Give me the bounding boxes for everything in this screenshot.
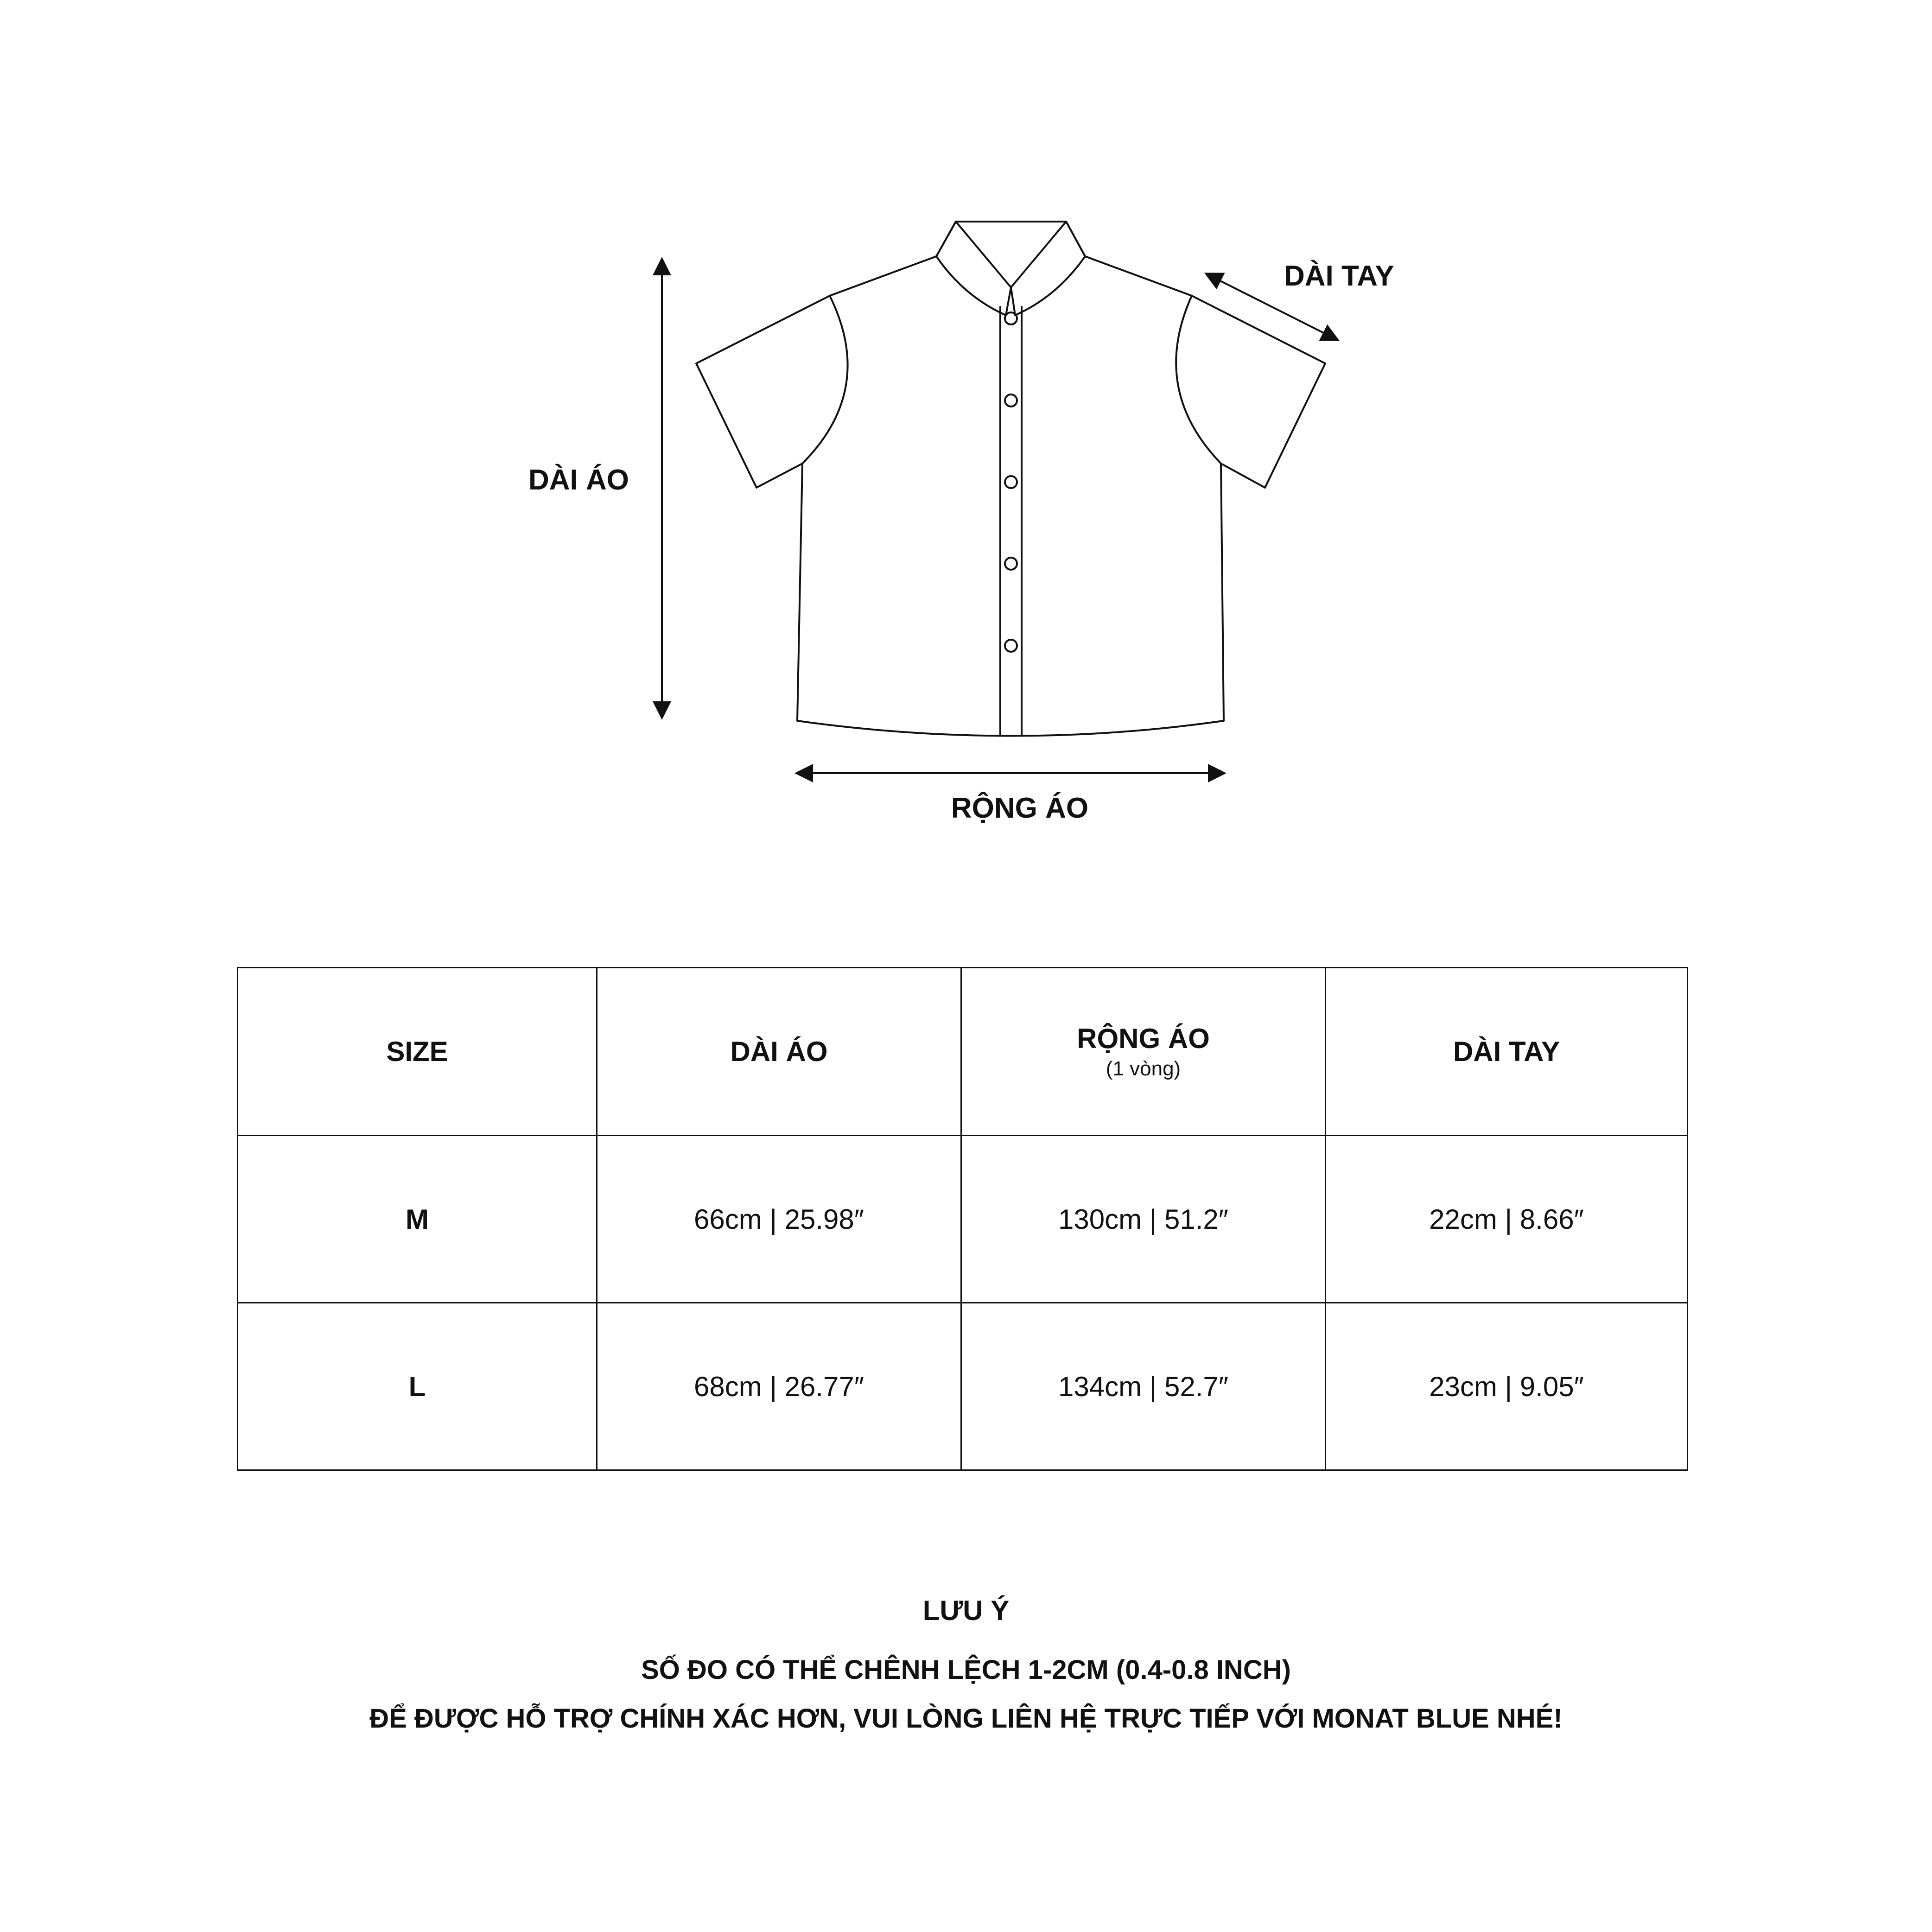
sleeve-cell: 22cm | 8.66″ [1326,1136,1688,1303]
table-row [238,1303,1688,1470]
length-cell: 66cm | 25.98″ [597,1136,961,1303]
button [1005,312,1017,324]
header-width [961,968,1326,1136]
notes-line-1: SỐ ĐO CÓ THỂ CHÊNH LỆCH 1-2CM (0.4-0.8 INCH) [641,1655,1291,1685]
header-width-label: RỘNG ÁO [1077,1023,1210,1054]
notes-section [0,1595,1932,1752]
length-cell: 68cm | 26.77″ [597,1303,961,1470]
sleeve-cell: 23cm | 9.05″ [1326,1303,1688,1470]
header-length: DÀI ÁO [597,968,961,1136]
length-label: DÀI ÁO [528,464,629,496]
button [1005,394,1017,407]
header-size: SIZE [238,968,597,1136]
right-armhole [1176,296,1221,464]
left-armhole [802,296,848,464]
button [1005,476,1017,488]
sleeve-label: DÀI TAY [1284,260,1394,292]
shirt-measurement-diagram [0,0,1932,881]
header-width-note: (1 vòng) [1106,1057,1181,1080]
table-row [238,1136,1688,1303]
size-chart-table [237,967,1688,1471]
size-cell: L [238,1303,597,1470]
button [1005,558,1017,570]
width-cell: 134cm | 52.7″ [961,1303,1326,1470]
button [1005,640,1017,652]
shirt-drawing [0,0,1932,881]
notes-title: LƯU Ý [922,1595,1010,1626]
collar-left [936,222,1011,315]
header-sleeve: DÀI TAY [1326,968,1688,1136]
collar-right [1011,222,1085,315]
width-label: RỘNG ÁO [951,792,1089,824]
width-cell: 130cm | 51.2″ [961,1136,1326,1303]
shirt-outline [696,222,1325,736]
size-cell: M [238,1136,597,1303]
table-header-row [238,968,1688,1136]
notes-line-2: ĐỂ ĐƯỢC HỖ TRỢ CHÍNH XÁC HƠN, VUI LÒNG LIÊN HỆ TRỰC TIẾP VỚI MONAT BLUE NHÉ! [369,1703,1563,1734]
